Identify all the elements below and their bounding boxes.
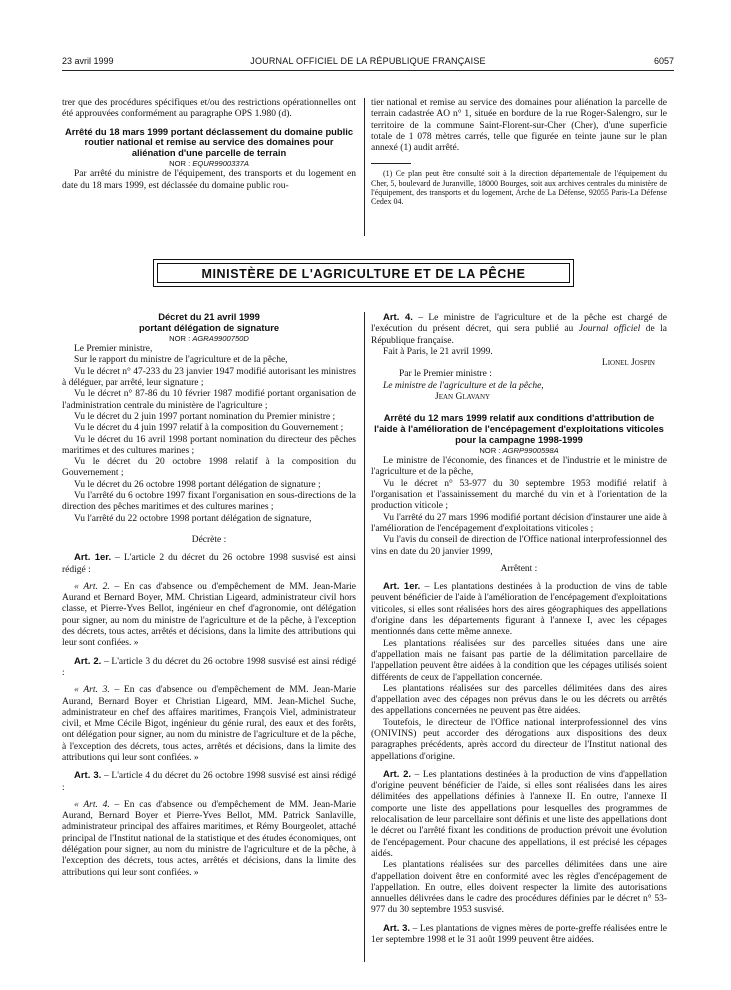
arrete-column: [371, 312, 667, 946]
decrete-heading: Décrète :: [191, 534, 227, 545]
decree-column: [62, 312, 356, 879]
decree-para: Vu le décret n° 47-233 du 23 janvier 1947 modifié autorisant les ministres à déléguer, par arrêté, leur signature ;: [62, 366, 356, 389]
decree-article-1-quote: « Art. 2. – En cas d'absence ou d'empêchement de MM. Jean-Marie Aurand et Bernard Boyer, MM. Christian Ligeard, administrateur civil hors classe, et Pierre-Yves Bellot, ingénieur en chef d'agronomie, ont délégation pour signer, au nom du ministre de l'agriculture et de la pêche, à l'exception des décrets, tous actes, arrêtés et décisions, dans la limite des attributions qui leur sont confiées. »: [62, 581, 356, 649]
decree-para: Vu le décret du 26 octobre 1998 portant délégation de signature ;: [74, 479, 321, 490]
signature-date: Fait à Paris, le 21 avril 1999.: [383, 346, 493, 357]
signatory-minister: Jean Glavany: [435, 392, 491, 403]
decree-article-2-quote: « Art. 3. – En cas d'absence ou d'empêchement de MM. Jean-Marie Aurand, Bernard Boyer et Christian Ligeard, MM. Jean-Michel Suche, administrateur en chef des affaires maritimes, François Viel, administrateur civil, et Mme Cécile Bigot, ingénieur du génie rural, des eaux et des forêts, ont délégation pour signer, au nom du ministre de l'agriculture et de la pêche, à l'exception des décrets, tous actes, arrêtés et décisions, dans la limite des attributions qui leur sont confiées. »: [62, 685, 356, 763]
header-page-number: 6057: [653, 56, 674, 66]
page-header: [62, 56, 674, 71]
column-divider-top: [364, 98, 365, 236]
arrete-18-mars-continuation: tier national et remise au service des domaines pour aliénation la parcelle de terrain cadastrée AO n° 1, située en bordure de la rue Roger-Salengro, sur le territoire de la commune Saint-Florent-sur-Cher (Cher), d'une superficie totale de 1 078 mètres carrés, telle que figurée en teinte jaune sur le plan annexé (1) audit arrêté.: [371, 98, 667, 154]
arrete-para: Vu l'arrêté du 27 mars 1996 modifié portant décision d'instaurer une aide à l'amélioration de l'encépagement d'exploitations viticoles ;: [371, 512, 667, 534]
decree-article-1: Art. 1er. – L'article 2 du décret du 26 octobre 1998 susvisé est ainsi rédigé :: [62, 552, 356, 575]
decree-para: Vu le décret n° 87-86 du 10 février 1987 modifié portant organisation de l'administration centrale du ministère de l'agriculture ;: [62, 389, 356, 411]
arrete-article-3: Art. 3. – Les plantations de vignes mères de porte-greffe réalisées entre le 1er septembre 1998 et le 31 août 1999 peuvent être aidées.: [371, 922, 667, 946]
header-date: 23 avril 1999: [62, 56, 114, 66]
decree-para: Vu le décret du 16 avril 1998 portant nomination du directeur des pêches maritimes et des cultures marines ;: [62, 434, 356, 456]
column-divider-bottom: [364, 312, 365, 962]
continuation-text: trer que des procédures spécifiques et/ou des restrictions opérationnelles ont été approuvées conformément au paragraphe OPS 1.980 (d).: [62, 98, 356, 120]
arrete-12-mars-title: Arrêté du 12 mars 1999 relatif aux conditions d'attribution de l'aide à l'amélioration de l'encépagement d'exploitations viticoles pour la campagne 1998-1999: [374, 412, 664, 445]
top-left-column: [62, 98, 356, 192]
arrete-18-mars-body: Par arrêté du ministre de l'équipement, des transports et du logement en date du 18 mars 1999, est déclassée du domaine public rou-: [62, 169, 356, 191]
arrete-article-1-para: Les plantations réalisées sur des parcelles situées dans une aire d'appellation mais ne faisant pas partie de la délimitation parcellaire de l'appellation peuvent être aidées à la condition que les cépages utilisés soient différents de ceux de l'appellation concernée.: [371, 638, 667, 683]
decree-para: Sur le rapport du ministre de l'agriculture et de la pêche,: [74, 355, 288, 366]
arrete-article-2: Art. 2. – Les plantations destinées à la production de vins d'appellation d'origine peuvent bénéficier de l'aide, si elles sont réalisées dans les aires délimitées des appellations définies à l'annexe II. En outre, l'annexe II comporte une liste des appellations pour lesquelles des programmes de relocalisation de leur parcellaire sont définis et une liste des appellations dont le décret ou l'arrêté fixant les conditions de production prévoit une évolution de l'encépagement. Pour chacune des appellations, il est précisé les cépages aidés.: [371, 768, 667, 859]
header-journal-title: JOURNAL OFFICIEL DE LA RÉPUBLIQUE FRANÇAISE: [250, 56, 486, 66]
arrete-article-1: Art. 1er. – Les plantations destinées à la production de vins de table peuvent bénéficier de l'aide à l'amélioration de l'encépagement d'exploitations viticoles, si elles sont réalisées hors des aires géographiques des appellations d'origine dans les départements figurant à l'annexe I, avec les cépages mentionnés dans cette même annexe.: [371, 581, 667, 638]
arrete-18-mars-title: Arrêté du 18 mars 1999 portant déclassement du domaine public routier national et remise au service des domaines pour aliénation d'une parcelle de terrain: [64, 125, 354, 158]
arrete-article-1-para: Les plantations réalisées sur des parcelles délimitées dans des aires d'appellation avec des cépages non prévus dans le ou les décrets ou arrêtés des appellations concernées ne peuvent pas être aidées.: [371, 683, 667, 717]
par-le-premier-ministre: Par le Premier ministre :: [399, 369, 492, 380]
decree-para: Vu le décret du 20 octobre 1998 relatif à la composition du Gouvernement ;: [62, 457, 356, 479]
decree-article-3: Art. 3. – L'article 4 du décret du 26 octobre 1998 susvisé est ainsi rédigé :: [62, 770, 356, 793]
arrete-nor-reference: NOR : AGRP9900598A: [479, 446, 559, 456]
decree-nor-code: AGRA9900750D: [192, 334, 249, 344]
decree-para: Le Premier ministre,: [74, 344, 153, 355]
ministry-banner-title: MINISTÈRE DE L'AGRICULTURE ET DE LA PÊCHE: [157, 263, 570, 283]
decree-para: Vu le décret du 2 juin 1997 portant nomination du Premier ministre ;: [74, 411, 336, 422]
arretent-heading: Arrêtent :: [500, 563, 538, 574]
arrete-nor-code: AGRP9900598A: [502, 446, 559, 456]
signatory-prime-minister: Lionel Jospin: [601, 358, 655, 369]
arrete-para: Le ministre de l'économie, des finances et de l'industrie et le ministre de l'agriculture et de la pêche,: [371, 456, 667, 478]
decree-title: Décret du 21 avril 1999: [158, 311, 260, 322]
decree-article-2: Art. 2. – L'article 3 du décret du 26 octobre 1998 susvisé est ainsi rédigé :: [62, 655, 356, 678]
nor-reference: NOR : EQUR9900337A: [169, 159, 249, 169]
decree-article-4: Art. 4. – Le ministre de l'agriculture et de la pêche est chargé de l'exécution du présent décret, qui sera publié au Journal officiel de la République française.: [371, 312, 668, 346]
arrete-para: Vu le décret n° 53-977 du 30 septembre 1953 modifié relatif à l'organisation et l'assainissement du marché du vin et à l'orientation de la production viticole ;: [371, 478, 667, 512]
nor-code: EQUR9900337A: [192, 159, 249, 169]
arrete-article-2-para: Les plantations réalisées sur des parcelles délimitées dans une aire d'appellation doivent être en conformité avec les règles d'encépagement de l'appellation. En outre, elles doivent respecter la limite des autorisations annuelles délivrées dans le cadre des procédures définies par le décret n° 53-977 du 30 septembre 1953 susvisé.: [371, 860, 667, 916]
footnote-text: (1) Ce plan peut être consulté soit à la direction départementale de l'équipement du Cher, 5, boulevard de Juranville, 18000 Bourges, soit aux archives centrales du ministère de l'équipement, des transports et du logement, Arche de La Défense, 92055 Paris-La Défense Cedex 04.: [371, 169, 667, 207]
minister-title: Le ministre de l'agriculture et de la pêche,: [383, 380, 544, 391]
footnote-rule: [371, 163, 411, 164]
decree-article-3-quote: « Art. 4. – En cas d'absence ou d'empêchement de MM. Jean-Marie Aurand, Bernard Boyer et Pierre-Yves Bellot, MM. Patrick Sanlaville, administrateur principal des affaires maritimes, et Rémy Bourgeolet, attaché principal de l'Institut national de la statistique et des études économiques, ont délégation pour signer, au nom du ministre de l'agriculture et de la pêche, à l'exception des décrets, tous actes, arrêtés et décisions, dans la limite des attributions qui leur sont confiées. »: [62, 799, 356, 878]
arrete-para: Vu l'avis du conseil de direction de l'Office national interprofessionnel des vins en date du 20 janvier 1999,: [371, 535, 667, 557]
decree-para: Vu l'arrêté du 22 octobre 1998 portant délégation de signature,: [74, 513, 312, 524]
ministry-banner: [153, 259, 574, 287]
decree-para: Vu l'arrêté du 6 octobre 1997 fixant l'organisation en sous-directions de la direction des pêches maritimes et des cultures marines ;: [62, 491, 356, 513]
decree-nor-reference: NOR : AGRA9900750D: [169, 334, 249, 344]
top-right-column: [371, 98, 667, 207]
decree-subtitle: portant délégation de signature: [138, 321, 280, 333]
decree-para: Vu le décret du 4 juin 1997 relatif à la composition du Gouvernement ;: [74, 423, 344, 434]
arrete-article-1-para: Toutefois, le directeur de l'Office national interprofessionnel des vins (ONIVINS) peut accorder des dérogations aux dispositions des deux paragraphes précédents, après accord du directeur de l'Institut national des appellations d'origine.: [371, 717, 667, 762]
